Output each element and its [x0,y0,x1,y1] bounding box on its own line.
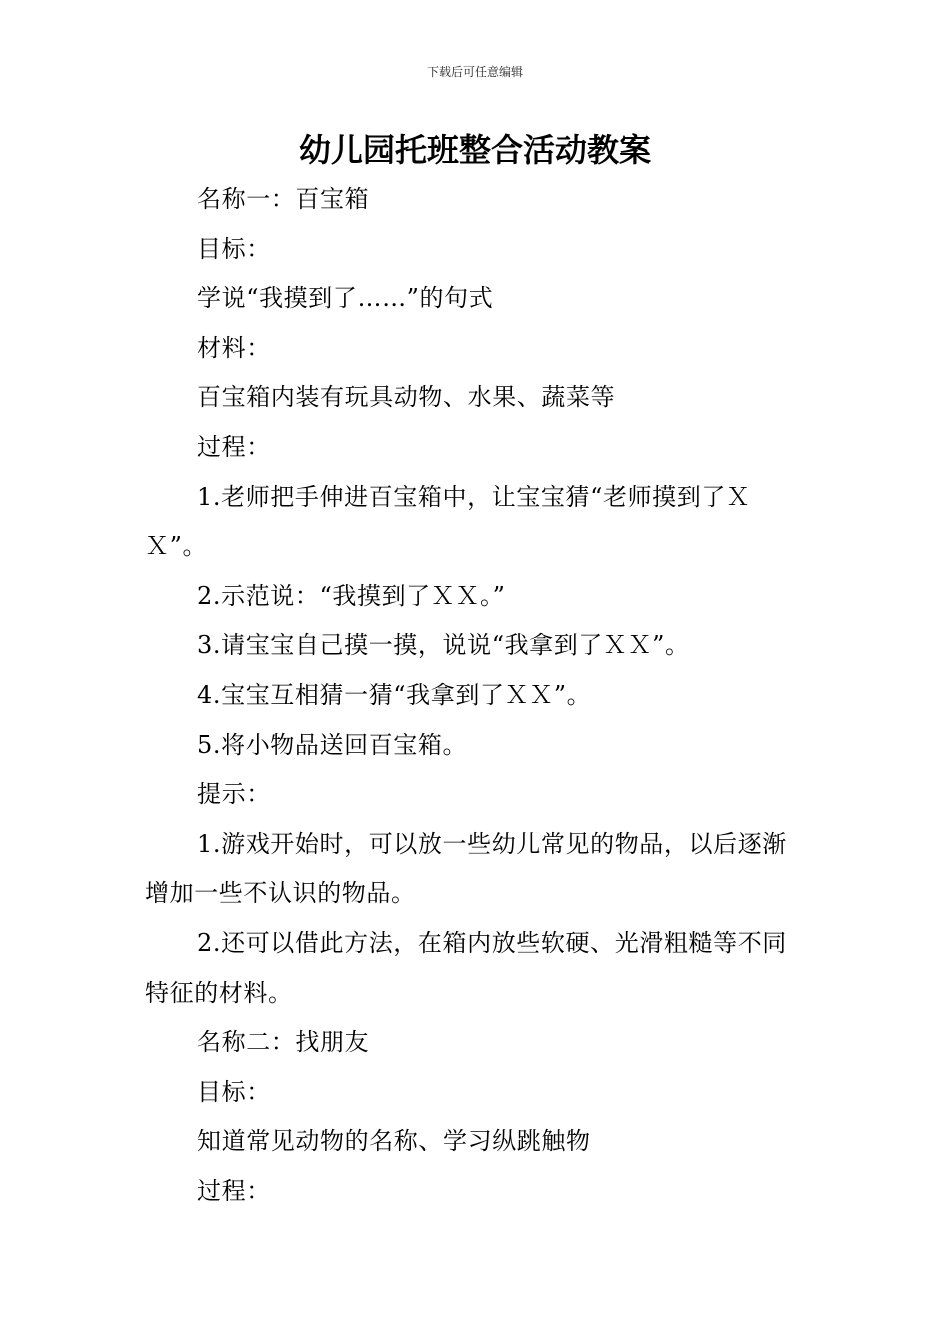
document-body [145,175,809,1216]
paragraph: 百宝箱内装有玩具动物、水果、蔬菜等 [197,383,616,412]
paragraph: 提示： [197,780,271,809]
paragraph: 3.请宝宝自己摸一摸，说说“我拿到了ＸＸ”。 [197,631,690,660]
paragraph: 1.老师把手伸进百宝箱中，让宝宝猜“老师摸到了ＸＸ”。 [145,482,751,561]
paragraph: 1.游戏开始时，可以放一些幼儿常见的物品，以后逐渐增加一些不认识的物品。 [145,829,787,908]
paragraph: 材料： [197,333,271,362]
paragraph: 2.示范说：“我摸到了ＸＸ。” [197,581,506,610]
paragraph: 过程： [197,432,271,461]
paragraph: 5.将小物品送回百宝箱。 [197,730,468,759]
paragraph: 知道常见动物的名称、学习纵跳触物 [197,1127,591,1156]
paragraph: 学说“我摸到了……”的句式 [197,284,494,313]
header-note: 下载后可任意编辑 [426,65,523,79]
paragraph: 名称一：百宝箱 [197,185,370,213]
paragraph: 名称二：找朋友 [197,1028,370,1057]
document-title: 幼儿园托班整合活动教案 [298,131,651,169]
paragraph: 目标： [197,234,271,263]
paragraph: 过程： [197,1176,271,1205]
paragraph: 目标： [197,1077,271,1106]
paragraph: 4.宝宝互相猜一猜“我拿到了ＸＸ”。 [197,680,592,709]
paragraph: 2.还可以借此方法，在箱内放些软硬、光滑粗糙等不同特征的材料。 [145,928,787,1007]
